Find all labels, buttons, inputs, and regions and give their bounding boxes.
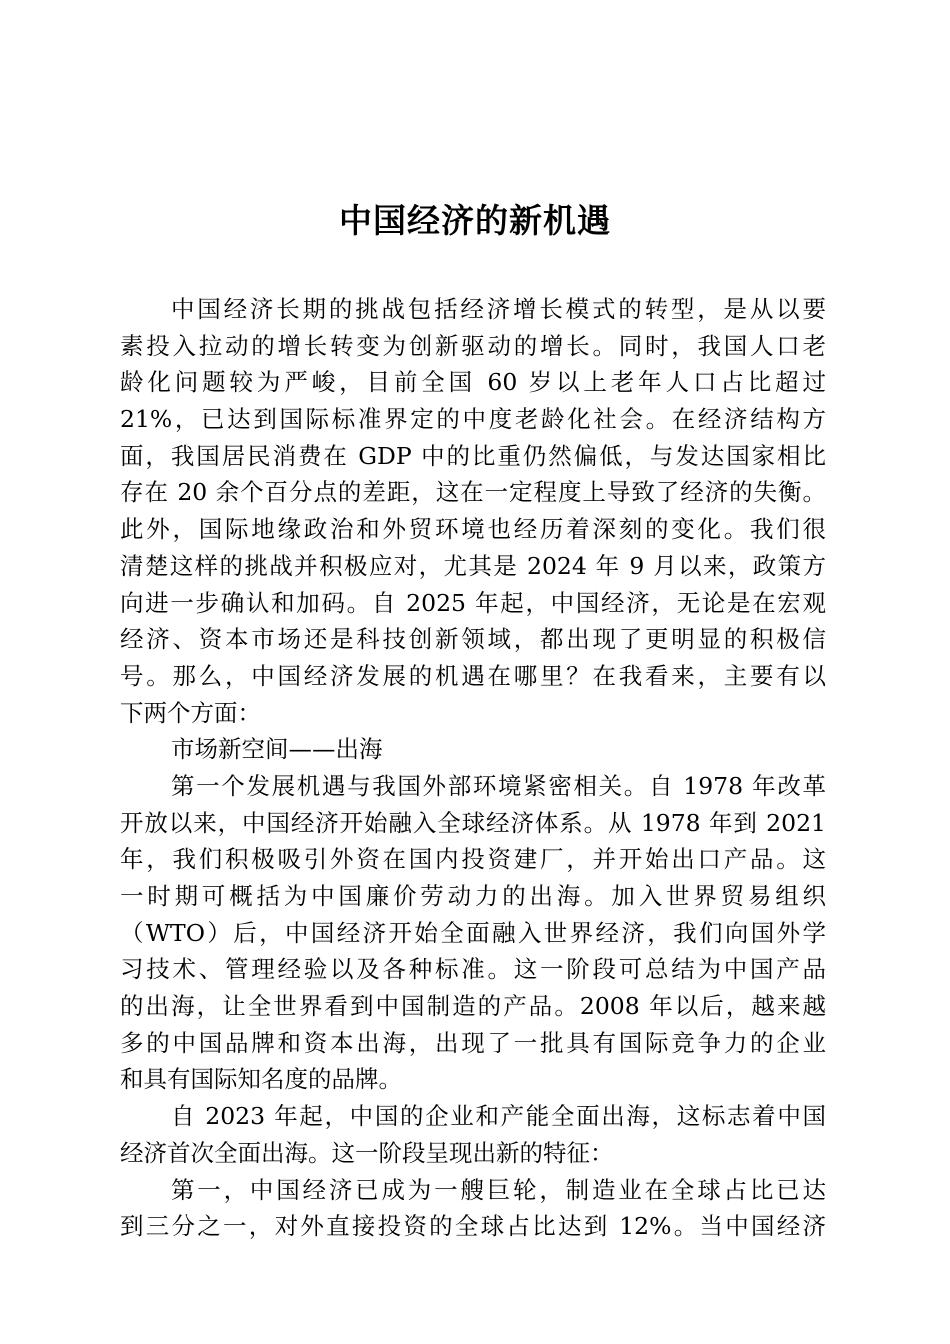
paragraph-line: 自 2023 年起，中国的企业和产能全面出海，这标志着中国 [171, 1102, 826, 1131]
paragraph-line: 面，我国居民消费在 GDP 中的比重仍然偏低，与发达国家相比 [120, 441, 826, 470]
paragraph-line: 下两个方面： [120, 698, 261, 727]
paragraph-line: 清楚这样的挑战并积极应对，尤其是 2024 年 9 月以来，政策方 [120, 551, 826, 580]
paragraph-line: 此外，国际地缘政治和外贸环境也经历着深刻的变化。我们很 [120, 515, 826, 544]
paragraph-line: 存在 20 余个百分点的差距，这在一定程度上导致了经济的失衡。 [120, 478, 826, 507]
paragraph-line: 素投入拉动的增长转变为创新驱动的增长。同时，我国人口老 [120, 331, 826, 360]
paragraph-line: 和具有国际知名度的品牌。 [120, 1065, 402, 1094]
document-body [120, 291, 826, 1245]
paragraph-line: 到三分之一，对外直接投资的全球占比达到 12%。当中国经济 [120, 1212, 826, 1241]
paragraph-line: 经济首次全面出海。这一阶段呈现出新的特征： [120, 1138, 614, 1167]
document-title: 中国经济的新机遇 [339, 201, 611, 240]
paragraph-line: 习技术、管理经验以及各种标准。这一阶段可总结为中国产品 [120, 955, 826, 984]
paragraph-line: 年，我们积极吸引外资在国内投资建厂，并开始出口产品。这 [120, 845, 826, 874]
paragraph-line: 向进一步确认和加码。自 2025 年起，中国经济，无论是在宏观 [120, 588, 826, 617]
paragraph-line: 的出海，让全世界看到中国制造的产品。2008 年以后，越来越 [120, 992, 826, 1021]
paragraph-line: 经济、资本市场还是科技创新领域，都出现了更明显的积极信 [120, 625, 826, 654]
paragraph-line: （WTO）后，中国经济开始全面融入世界经济，我们向国外学 [120, 918, 826, 947]
paragraph-line: 龄化问题较为严峻，目前全国 60 岁以上老年人口占比超过 [120, 368, 826, 397]
paragraph-line: 第一个发展机遇与我国外部环境紧密相关。自 1978 年改革 [171, 771, 826, 800]
paragraph-line: 第一，中国经济已成为一艘巨轮，制造业在全球占比已达 [171, 1175, 826, 1204]
paragraph-line: 21%，已达到国际标准界定的中度老龄化社会。在经济结构方 [120, 405, 826, 434]
section-heading: 市场新空间——出海 [171, 735, 383, 764]
paragraph-line: 号。那么，中国经济发展的机遇在哪里？在我看来，主要有以 [120, 661, 826, 690]
paragraph-line: 一时期可概括为中国廉价劳动力的出海。加入世界贸易组织 [120, 882, 826, 910]
paragraph-line: 开放以来，中国经济开始融入全球经济体系。从 1978 年到 2021 [120, 808, 826, 837]
paragraph-line: 中国经济长期的挑战包括经济增长模式的转型，是从以要 [171, 295, 826, 323]
paragraph-line: 多的中国品牌和资本出海，出现了一批具有国际竞争力的企业 [120, 1028, 826, 1057]
